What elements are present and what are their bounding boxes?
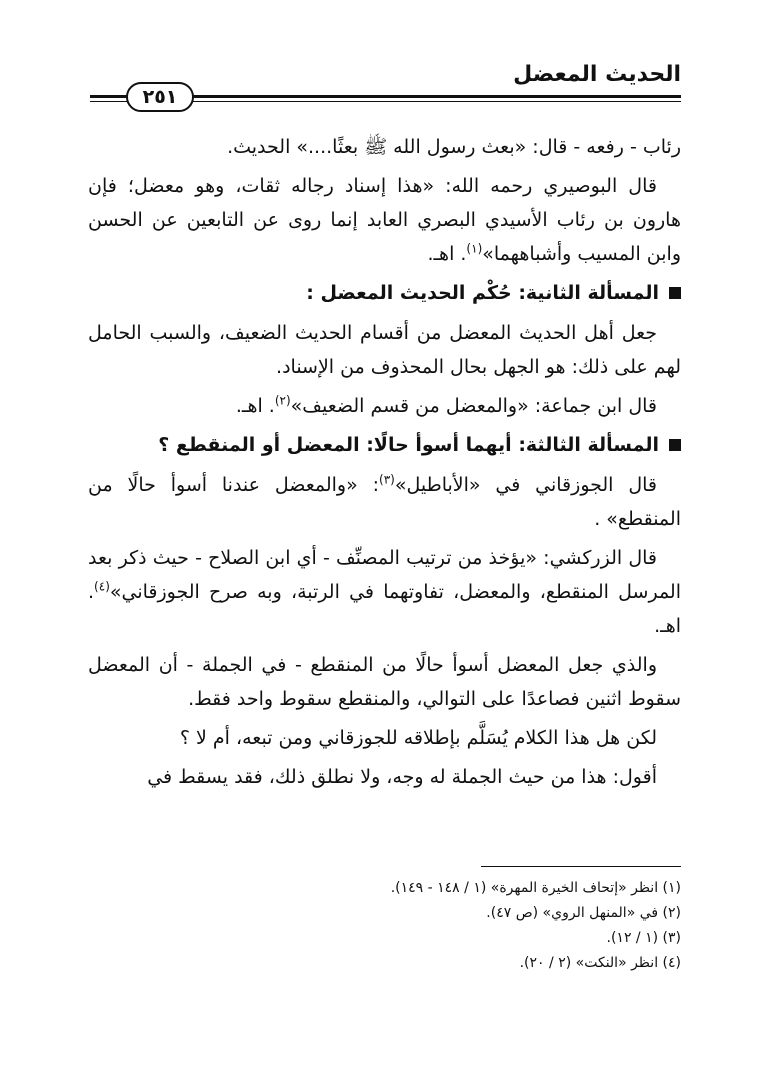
paragraph-3: جعل أهل الحديث المعضل من أقسام الحديث الضعيف، والسبب الحامل لهم على ذلك: هو الجهل بحال المحذوف من الإسناد.	[88, 322, 681, 378]
footnote-3: (٣) (١ / ١٢).	[606, 930, 681, 946]
section-heading-3-title: أيهما أسوأ حالًا: المعضل أو المنقطع ؟	[158, 434, 512, 456]
paragraph-5	[88, 468, 681, 536]
section-heading-2-title: حُكْم الحديث المعضل :	[306, 282, 512, 304]
main-text	[88, 130, 681, 799]
paragraph-4-tail: . اهـ.	[235, 395, 275, 417]
section-heading-3-label: المسألة الثالثة:	[518, 434, 659, 456]
section-heading-2	[88, 276, 681, 310]
footnote-ref-1: (١)	[466, 241, 483, 256]
paragraph-8: لكن هل هذا الكلام يُسَلَّم بإطلاقه للجوزقاني ومن تبعه، أم لا ؟	[179, 727, 657, 749]
paragraph-4	[88, 389, 681, 423]
footnotes	[88, 876, 681, 976]
paragraph-5-text-a: قال الجوزقاني في «الأباطيل»	[394, 474, 657, 496]
paragraph-6-tail: . اهـ.	[88, 581, 681, 637]
paragraph-2	[88, 169, 681, 271]
footnote-2: (٢) في «المنهل الروي» (ص ٤٧).	[486, 905, 681, 921]
footnote-separator	[481, 866, 681, 867]
page-number: ٢٥١	[126, 82, 194, 112]
paragraph-6	[88, 541, 681, 643]
paragraph-1: رئاب - رفعه - قال: «بعث رسول الله ﷺ بعثًا....» الحديث.	[227, 136, 681, 158]
paragraph-5-text-b: : «والمعضل عندنا أسوأ حالًا من المنقطع» .	[88, 474, 681, 530]
paragraph-2-tail: . اهـ.	[427, 243, 467, 265]
footnote-1: (١) انظر «إتحاف الخيرة المهرة» (١ / ١٤٨ - ١٤٩).	[390, 880, 681, 896]
square-bullet-icon	[669, 287, 681, 299]
section-heading-3	[88, 428, 681, 462]
footnote-ref-2: (٢)	[274, 393, 291, 408]
paragraph-2-text: قال البوصيري رحمه الله: «هذا إسناد رجاله ثقات، وهو معضل؛ فإن هارون بن رئاب الأسيدي البصري العابد إنما روى عن التابعين عن الحسن وابن المسيب وأشباههما»	[88, 175, 681, 265]
square-bullet-icon	[669, 439, 681, 451]
footnote-ref-4: (٤)	[94, 579, 110, 594]
running-title: الحديث المعضل	[513, 62, 681, 87]
paragraph-7: والذي جعل المعضل أسوأ حالًا من المنقطع - في الجملة - أن المعضل سقوط اثنين فصاعدًا على التوالي، والمنقطع سقوط واحد فقط.	[88, 654, 681, 710]
footnote-4: (٤) انظر «النكت» (٢ / ٢٠).	[519, 955, 681, 971]
section-heading-2-label: المسألة الثانية:	[518, 282, 659, 304]
paragraph-4-text: قال ابن جماعة: «والمعضل من قسم الضعيف»	[290, 395, 657, 417]
paragraph-9: أقول: هذا من حيث الجملة له وجه، ولا نطلق ذلك، فقد يسقط في	[147, 766, 657, 788]
footnote-ref-3: (٣)	[379, 472, 395, 487]
paragraph-6-text: قال الزركشي: «يؤخذ من ترتيب المصنِّف - أي ابن الصلاح - حيث ذكر بعد المرسل المنقطع، والمعضل، تفاوتهما في الرتبة، وبه صرح الجوزقاني»	[88, 547, 681, 603]
